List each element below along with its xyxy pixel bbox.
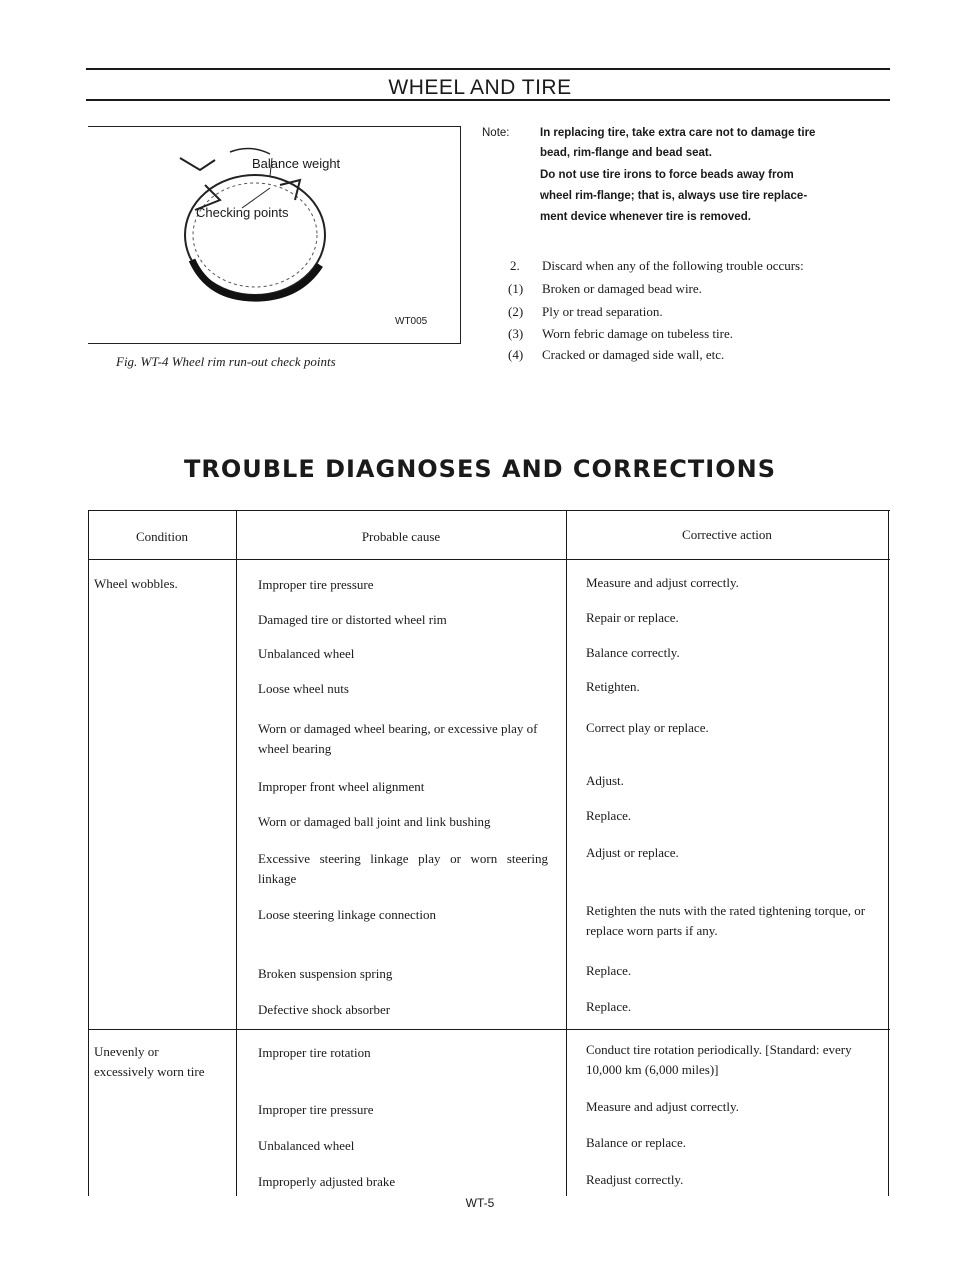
section-title: TROUBLE DIAGNOSES AND CORRECTIONS — [183, 455, 776, 483]
cause-cell: Defective shock absorber — [258, 1002, 391, 1017]
note-line: bead, rim-flange and bead seat. — [540, 147, 712, 159]
discard-item-text: Worn febric damage on tubeless tire. — [542, 326, 733, 341]
cause-cell: Improper tire rotation — [258, 1045, 371, 1060]
cause-cell: Worn or damaged wheel bearing, or excessive play of wheel bearing — [258, 721, 538, 756]
header-probable-cause: Probable cause — [361, 529, 441, 544]
action-cell: Replace. — [586, 963, 632, 978]
table-rule-top — [88, 510, 890, 511]
table-rule-header — [88, 559, 890, 560]
cause-cell: Loose wheel nuts — [258, 681, 349, 696]
cause-cell: Improper tire pressure — [258, 1102, 374, 1117]
balance-weight-label: Balance weight — [252, 156, 341, 171]
note-label: Note: — [482, 127, 510, 139]
discard-item-number: (3) — [508, 326, 524, 341]
cause-cell: Excessive steering linkage play or worn steering linkage — [258, 851, 548, 886]
discard-item-text: Broken or damaged bead wire. — [542, 281, 702, 296]
condition-cell: Unevenly or excessively worn tire — [94, 1044, 205, 1079]
action-cell: Balance correctly. — [586, 645, 680, 660]
page-header-title: WHEEL AND TIRE — [388, 76, 572, 99]
cause-cell: Worn or damaged ball joint and link bushing — [258, 814, 491, 829]
cause-cell: Improperly adjusted brake — [258, 1174, 396, 1189]
cause-cell: Improper tire pressure — [258, 577, 374, 592]
action-cell: Replace. — [586, 999, 632, 1014]
cause-cell: Unbalanced wheel — [258, 1138, 355, 1153]
action-cell: Adjust. — [586, 773, 624, 788]
action-cell: Conduct tire rotation periodically. [Standard: every 10,000 km (6,000 miles)] — [586, 1042, 852, 1077]
action-cell: Measure and adjust correctly. — [586, 575, 739, 590]
page-number: WT-5 — [465, 1196, 495, 1210]
figure-caption: Fig. WT-4 Wheel rim run-out check points — [116, 354, 336, 369]
condition-cell: Wheel wobbles. — [94, 576, 178, 591]
action-cell: Repair or replace. — [586, 610, 679, 625]
table-col-2 — [566, 510, 567, 1196]
checking-points-label: Checking points — [196, 205, 289, 220]
action-cell: Correct play or replace. — [586, 720, 709, 735]
table-col-right — [888, 510, 889, 1196]
discard-number: 2. — [510, 258, 520, 273]
action-cell: Replace. — [586, 808, 632, 823]
action-cell: Retighten the nuts with the rated tightening torque, or replace worn parts if any. — [586, 903, 866, 938]
header-rule-top — [86, 68, 890, 70]
table-rule-group — [88, 1029, 890, 1030]
note-line: Do not use tire irons to force beads away from — [540, 169, 794, 181]
action-cell: Retighten. — [586, 679, 640, 694]
cause-cell: Loose steering linkage connection — [258, 907, 436, 922]
action-cell: Adjust or replace. — [586, 845, 679, 860]
table-col-1 — [236, 510, 237, 1196]
cause-cell: Damaged tire or distorted wheel rim — [258, 612, 447, 627]
cause-cell: Unbalanced wheel — [258, 646, 355, 661]
discard-item-number: (1) — [508, 281, 524, 296]
action-cell: Readjust correctly. — [586, 1172, 684, 1187]
table-col-left — [88, 510, 89, 1196]
discard-item-number: (4) — [508, 347, 524, 362]
header-corrective-action: Corrective action — [682, 527, 772, 542]
action-cell: Measure and adjust correctly. — [586, 1099, 739, 1114]
note-line: In replacing tire, take extra care not to damage tire — [540, 127, 816, 139]
note-line: ment device whenever tire is removed. — [540, 211, 751, 223]
header-rule-bottom — [86, 99, 890, 101]
discard-item-text: Cracked or damaged side wall, etc. — [542, 347, 725, 362]
cause-cell: Broken suspension spring — [258, 966, 393, 981]
header-condition: Condition — [135, 529, 188, 544]
cause-cell: Improper front wheel alignment — [258, 779, 425, 794]
discard-item-text: Ply or tread separation. — [542, 304, 663, 319]
discard-item-number: (2) — [508, 304, 524, 319]
discard-text: Discard when any of the following trouble occurs: — [542, 258, 804, 273]
action-cell: Balance or replace. — [586, 1135, 686, 1150]
figure-code: WT005 — [395, 316, 428, 327]
note-line: wheel rim-flange; that is, always use tire replace- — [540, 190, 808, 202]
